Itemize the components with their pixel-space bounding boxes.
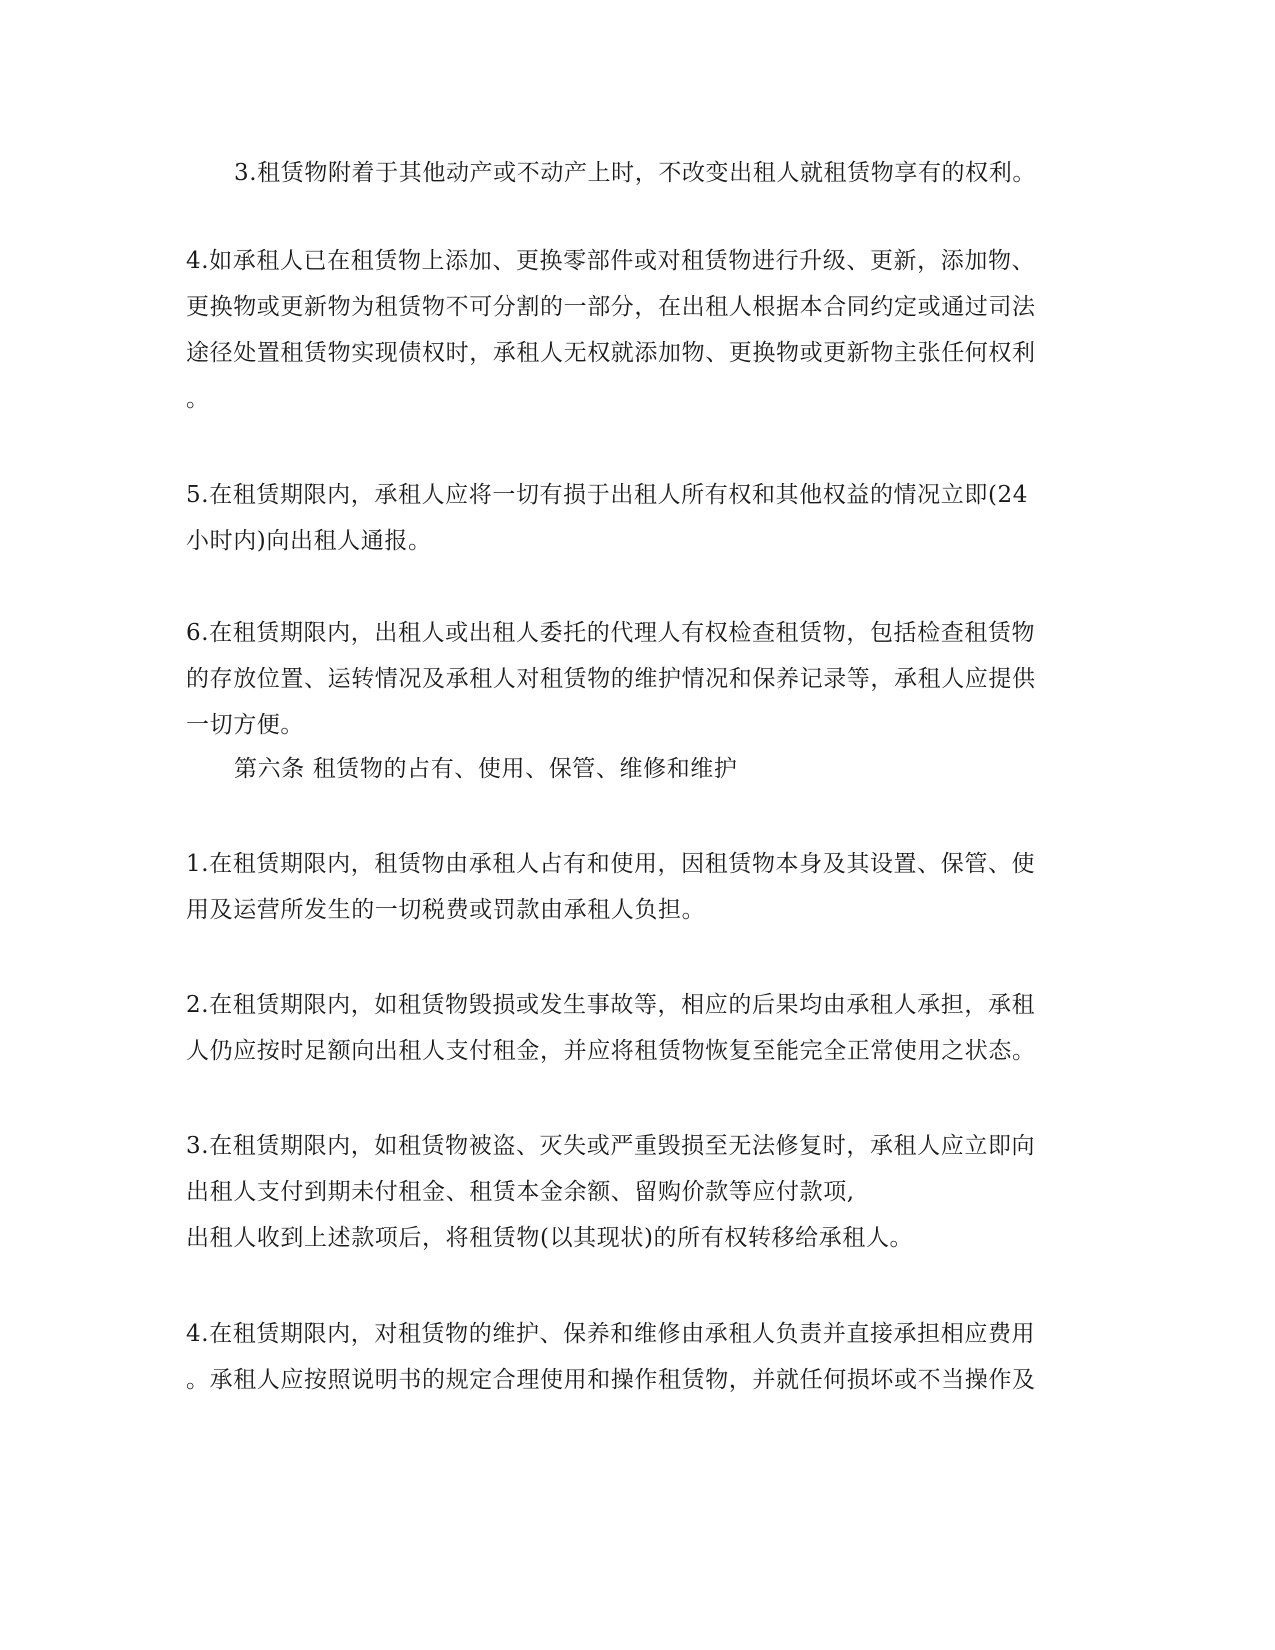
clause-4-line-4: 。 bbox=[186, 386, 210, 412]
article-6-clause-3-line-2: 出租人支付到期未付租金、租赁本金余额、留购价款等应付款项, bbox=[186, 1179, 855, 1205]
clause-5-line-2: 小时内)向出租人通报。 bbox=[186, 528, 432, 554]
clause-6-line-1: 6.在租赁期限内，出租人或出租人委托的代理人有权检查租赁物，包括检查租赁物 bbox=[186, 620, 1036, 646]
article-6-heading: 第六条 租赁物的占有、使用、保管、维修和维护 bbox=[234, 756, 738, 782]
article-6-clause-4-line-1: 4.在租赁期限内，对租赁物的维护、保养和维修由承租人负责并直接承担相应费用 bbox=[186, 1321, 1036, 1347]
article-6-clause-3-line-1: 3.在租赁期限内，如租赁物被盗、灭失或严重毁损至无法修复时，承租人应立即向 bbox=[186, 1133, 1036, 1159]
article-6-clause-4-line-2: 。承租人应按照说明书的规定合理使用和操作租赁物，并就任何损坏或不当操作及 bbox=[186, 1367, 1036, 1393]
clause-6-line-3: 一切方便。 bbox=[186, 712, 304, 738]
clause-4-line-3: 途径处置租赁物实现债权时，承租人无权就添加物、更换物或更新物主张任何权利 bbox=[186, 340, 1036, 366]
clause-4-line-1: 4.如承租人已在租赁物上添加、更换零部件或对租赁物进行升级、更新，添加物、 bbox=[186, 248, 1036, 274]
clause-4-line-2: 更换物或更新物为租赁物不可分割的一部分，在出租人根据本合同约定或通过司法 bbox=[186, 294, 1036, 320]
clause-3-line-1: 3.租赁物附着于其他动产或不动产上时，不改变出租人就租赁物享有的权利。 bbox=[234, 160, 1036, 186]
article-6-clause-1-line-1: 1.在租赁期限内，租赁物由承租人占有和使用，因租赁物本身及其设置、保管、使 bbox=[186, 851, 1036, 877]
article-6-clause-2-line-2: 人仍应按时足额向出租人支付租金，并应将租赁物恢复至能完全正常使用之状态。 bbox=[186, 1038, 1036, 1064]
clause-6-line-2: 的存放位置、运转情况及承租人对租赁物的维护情况和保养记录等，承租人应提供 bbox=[186, 666, 1036, 692]
article-6-clause-2-line-1: 2.在租赁期限内，如租赁物毁损或发生事故等，相应的后果均由承租人承担，承租 bbox=[186, 992, 1036, 1018]
article-6-clause-3-line-3: 出租人收到上述款项后，将租赁物(以其现状)的所有权转移给承租人。 bbox=[186, 1225, 914, 1251]
clause-5-line-1: 5.在租赁期限内，承租人应将一切有损于出租人所有权和其他权益的情况立即(24 bbox=[186, 482, 1028, 508]
article-6-clause-1-line-2: 用及运营所发生的一切税费或罚款由承租人负担。 bbox=[186, 897, 706, 923]
